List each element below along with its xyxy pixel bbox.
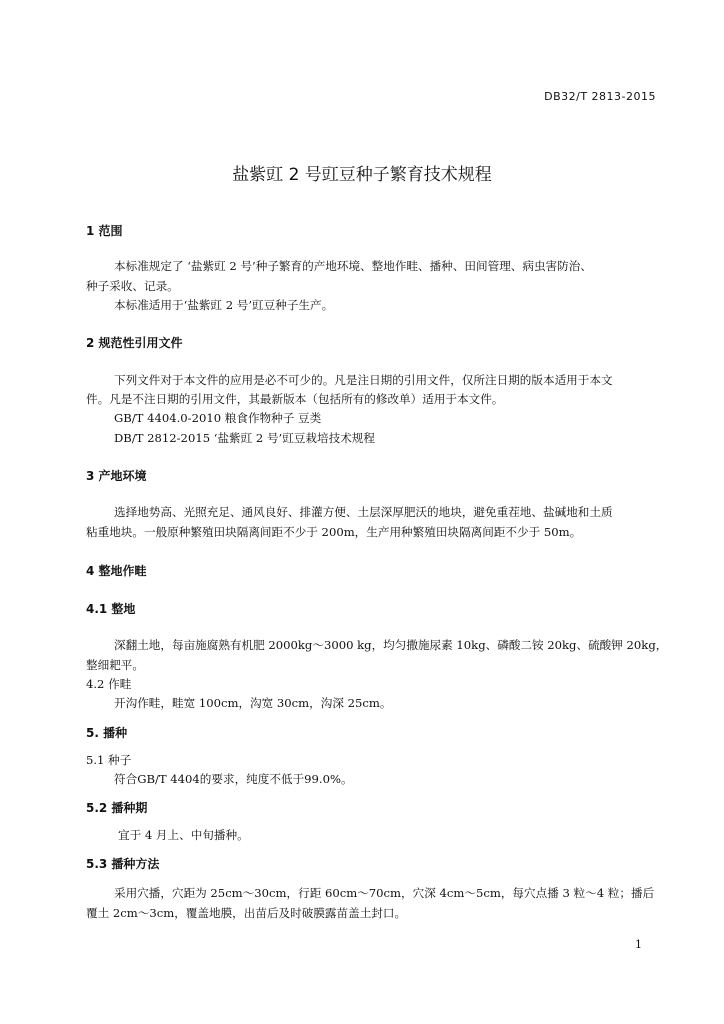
paragraph-line: 本标准适用于‘盐紫豇 2 号’豇豆种子生产。 bbox=[114, 298, 334, 312]
section-heading-normative-references: 2 规范性引用文件 bbox=[86, 336, 183, 350]
document-title: 盐紫豇 2 号豇豆种子繁育技术规程 bbox=[232, 165, 492, 185]
reference-entry: DB/T 2812-2015 ‘盐紫豇 2 号’豇豆栽培技术规程 bbox=[114, 431, 375, 445]
paragraph-line: 本标准规定了 ‘盐紫豇 2 号’种子繁育的产地环境、整地作畦、播种、田间管理、病虫害防治、 bbox=[114, 259, 592, 273]
paragraph-line: 符合GB/T 4404的要求，纯度不低于99.0%。 bbox=[114, 772, 353, 786]
section-heading-scope: 1 范围 bbox=[86, 224, 123, 238]
subsection-heading: 5.1 种子 bbox=[86, 753, 132, 767]
subsection-heading: 5.2 播种期 bbox=[86, 801, 148, 815]
section-heading-environment: 3 产地环境 bbox=[86, 469, 147, 483]
paragraph-line: 采用穴播，穴距为 25cm～30cm，行距 60cm～70cm，穴深 4cm～5cm，每穴点播 3 粒～4 粒；播后 bbox=[114, 886, 655, 900]
paragraph-line: 整细耙平。 bbox=[86, 658, 144, 672]
paragraph-line: 下列文件对于本文件的应用是必不可少的。凡是注日期的引用文件，仅所注日期的版本适用于本文 bbox=[114, 373, 613, 387]
subsection-heading: 4.2 作畦 bbox=[86, 677, 132, 691]
paragraph-line: 覆土 2cm～3cm，覆盖地膜，出苗后及时破膜露苗盖土封口。 bbox=[86, 906, 407, 920]
standard-code: DB32/T 2813-2015 bbox=[544, 90, 656, 103]
subsection-heading: 4.1 整地 bbox=[86, 602, 136, 616]
page-number: 1 bbox=[635, 938, 642, 951]
paragraph-line: 深翻土地，每亩施腐熟有机肥 2000kg～3000 kg，均匀撒施尿素 10kg、磷酸二铵 20kg、硫酸钾 20kg， bbox=[114, 638, 668, 652]
paragraph-line: 选择地势高、光照充足、通风良好、排灌方便、土层深厚肥沃的地块，避免重茬地、盐碱地和土质 bbox=[114, 505, 613, 519]
section-heading-sowing: 5. 播种 bbox=[86, 726, 128, 740]
paragraph-line: 件。凡是不注日期的引用文件，其最新版本（包括所有的修改单）适用于本文件。 bbox=[86, 392, 504, 406]
reference-entry: GB/T 4404.0-2010 粮食作物种子 豆类 bbox=[114, 411, 322, 425]
subsection-heading: 5.3 播种方法 bbox=[86, 857, 160, 871]
paragraph-line: 宜于 4 月上、中旬播种。 bbox=[118, 828, 249, 842]
paragraph-line: 开沟作畦，畦宽 100cm，沟宽 30cm，沟深 25cm。 bbox=[114, 696, 392, 710]
paragraph-line: 粘重地块。一般原种繁殖田块隔离间距不少于 200m，生产用种繁殖田块隔离间距不少于 50m。 bbox=[86, 525, 582, 539]
section-heading-land-preparation: 4 整地作畦 bbox=[86, 564, 147, 578]
paragraph-line: 种子采收、记录。 bbox=[86, 279, 179, 293]
